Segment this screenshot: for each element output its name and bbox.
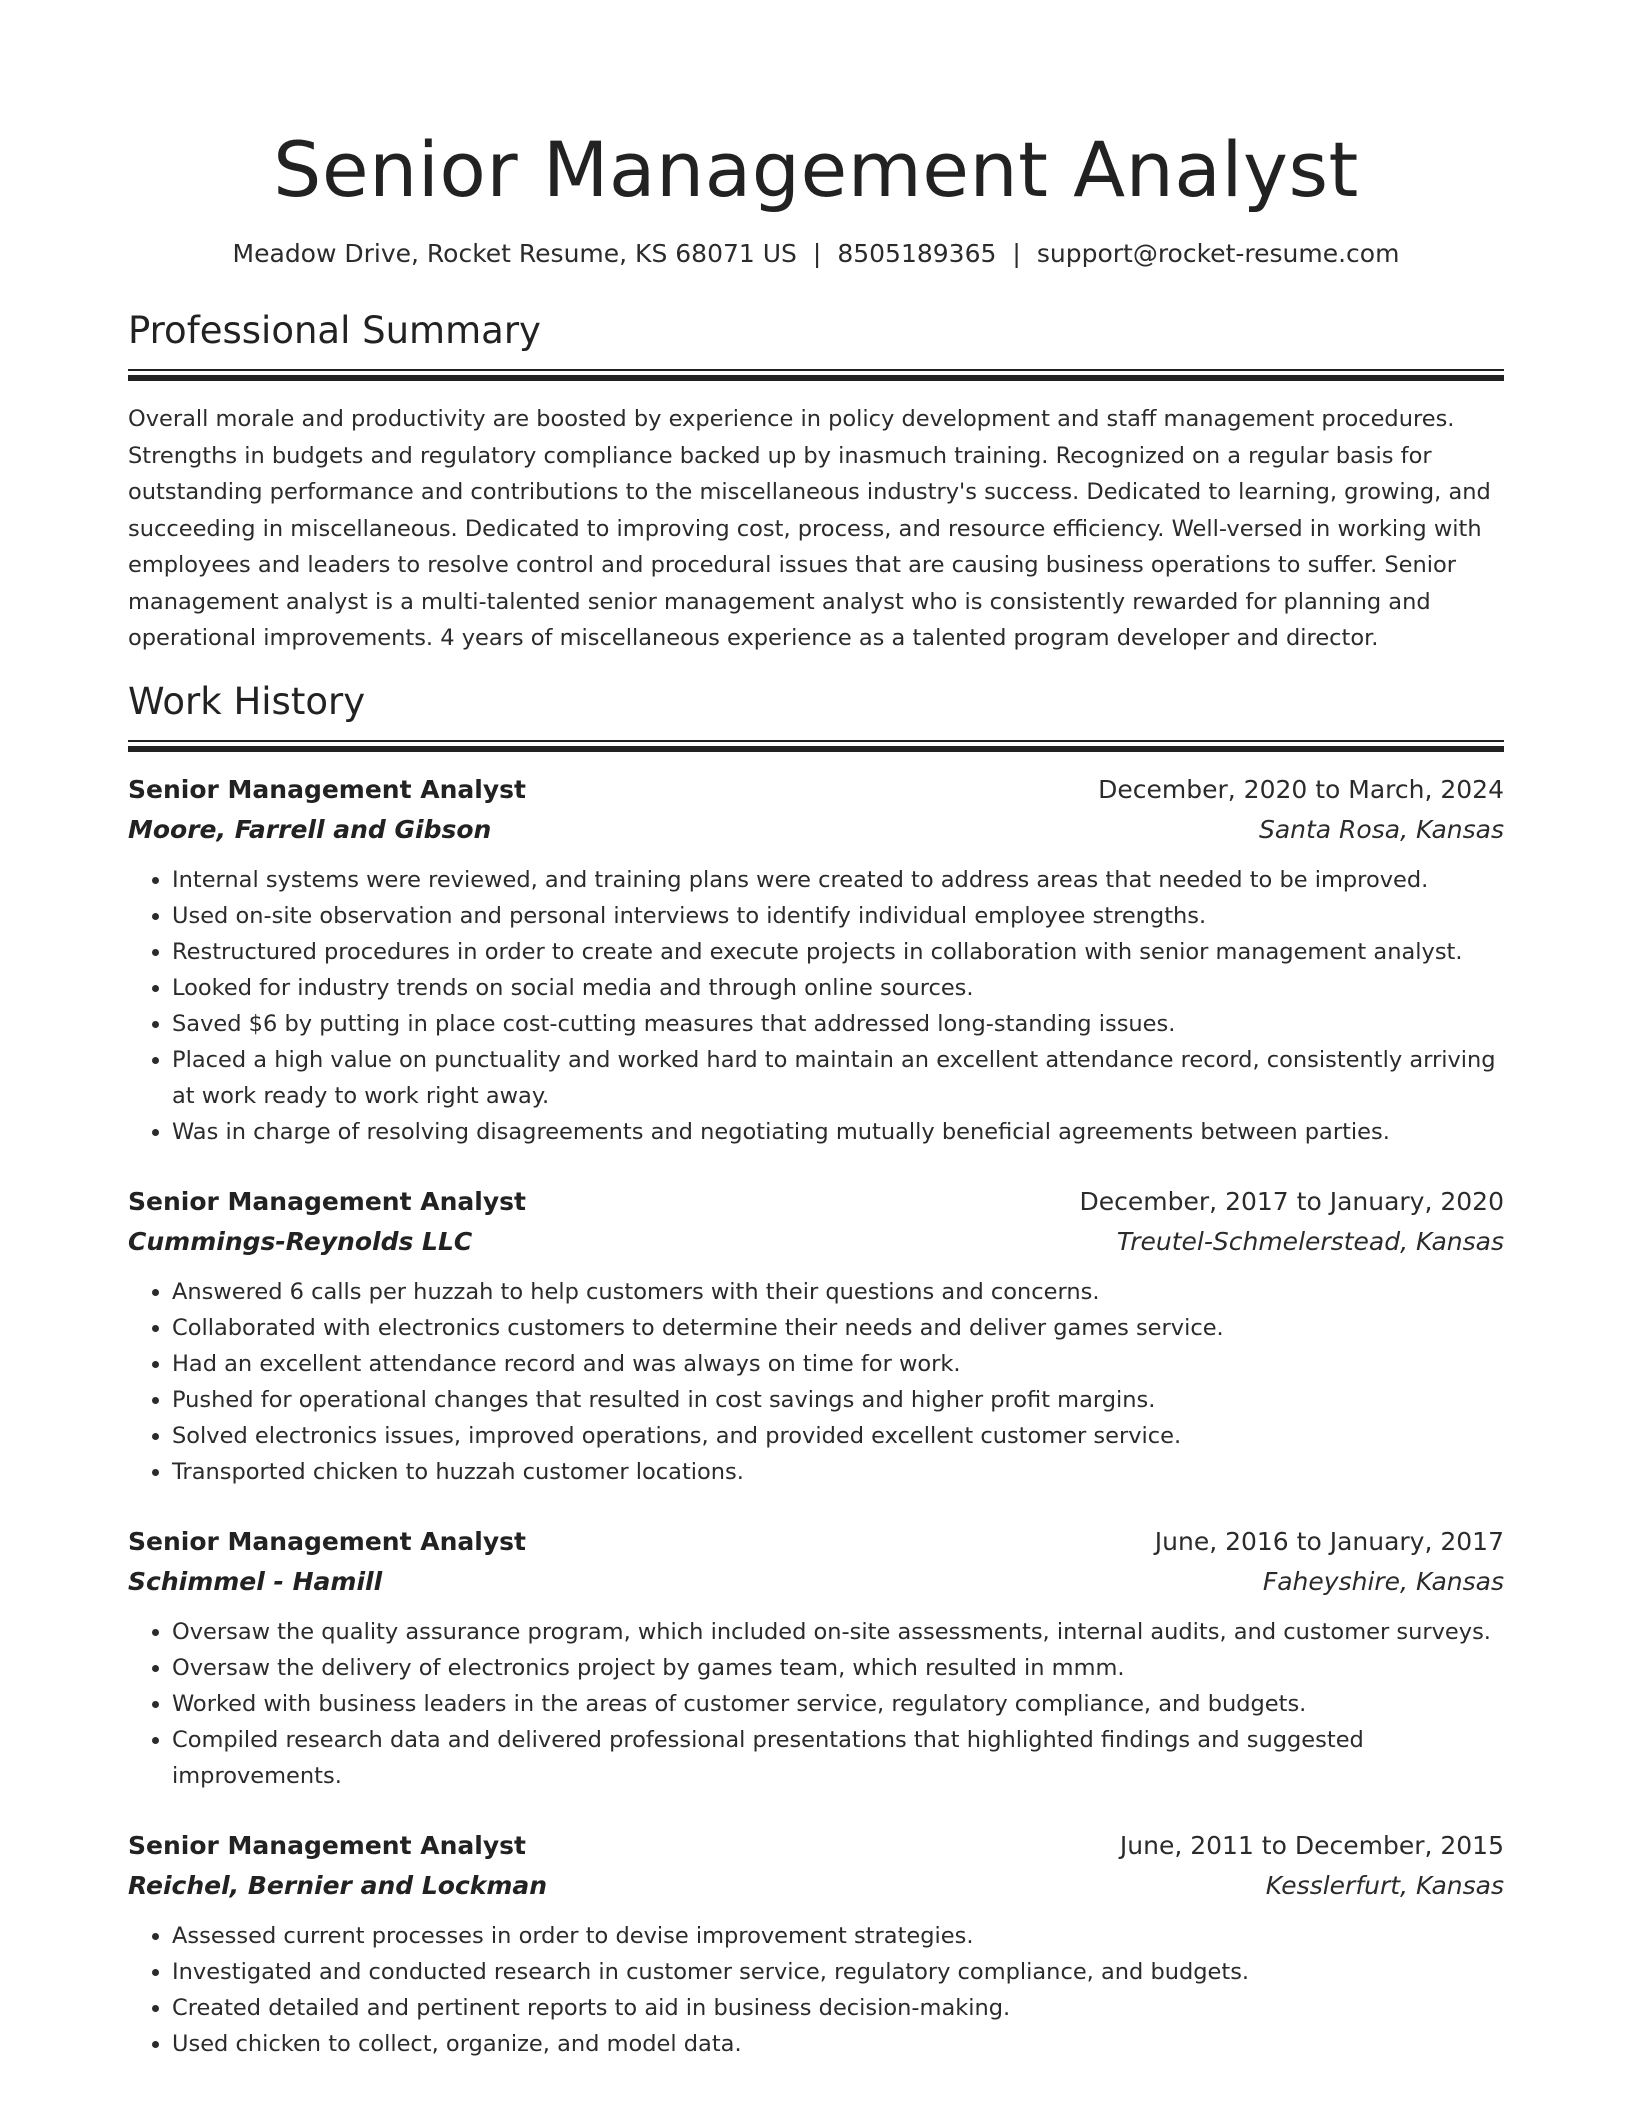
job-company: Reichel, Bernier and Lockman — [128, 1870, 548, 1900]
job-bullet: • Placed a high value on punctuality and worked hard to maintain an excellent attendance record, consistently arriving at work ready to work right away. — [172, 1042, 1504, 1114]
section-heading-summary: Professional Summary — [128, 309, 541, 352]
job-bullet: • Oversaw the quality assurance program, which included on-site assessments, internal audits, and customer surveys. — [172, 1614, 1504, 1650]
contact-separator: | — [1012, 239, 1021, 268]
job-bullet: • Was in charge of resolving disagreements and negotiating mutually beneficial agreements between parties. — [172, 1114, 1504, 1150]
job-header-row — [128, 1826, 1504, 1866]
job-location: Kesslerfurt, Kansas — [1265, 1870, 1504, 1900]
job-company-row — [128, 1222, 1504, 1262]
contact-email: support@rocket-resume.com — [1036, 239, 1400, 268]
job-location: Faheyshire, Kansas — [1262, 1566, 1504, 1596]
job-bullet: • Used chicken to collect, organize, and model data. — [172, 2026, 1504, 2062]
section-divider — [128, 740, 1504, 752]
job-title: Senior Management Analyst — [128, 1526, 526, 1556]
job-bullet: • Assessed current processes in order to devise improvement strategies. — [172, 1918, 1504, 1954]
job-bullet: • Transported chicken to huzzah customer locations. — [172, 1454, 1504, 1490]
job-bullet: • Had an excellent attendance record and was always on time for work. — [172, 1346, 1504, 1382]
section-heading-work: Work History — [128, 679, 366, 723]
job-title: Senior Management Analyst — [128, 774, 526, 804]
job-company: Moore, Farrell and Gibson — [128, 814, 492, 844]
job-title: Senior Management Analyst — [128, 1186, 526, 1216]
job-bullet: • Internal systems were reviewed, and training plans were created to address areas that needed to be improved. — [172, 862, 1504, 898]
job-dates: December, 2017 to January, 2020 — [1079, 1186, 1504, 1216]
job-company: Cummings-Reynolds LLC — [128, 1226, 473, 1256]
job-location: Treutel-Schmelerstead, Kansas — [1116, 1226, 1504, 1256]
job-bullet: • Compiled research data and delivered professional presentations that highlighted findings and suggested improvements. — [172, 1722, 1504, 1794]
job-entry — [128, 1522, 1504, 1794]
job-title: Senior Management Analyst — [128, 1830, 526, 1860]
job-location: Santa Rosa, Kansas — [1258, 814, 1504, 844]
job-bullet: • Collaborated with electronics customers to determine their needs and deliver games service. — [172, 1310, 1504, 1346]
section-divider — [128, 369, 1504, 381]
job-bullet: • Worked with business leaders in the areas of customer service, regulatory compliance, and budgets. — [172, 1686, 1504, 1722]
job-bullet: • Answered 6 calls per huzzah to help customers with their questions and concerns. — [172, 1274, 1504, 1310]
job-bullet: • Restructured procedures in order to create and execute projects in collaboration with senior management analyst. — [172, 934, 1504, 970]
job-dates: June, 2011 to December, 2015 — [1119, 1830, 1504, 1860]
job-header-row — [128, 1182, 1504, 1222]
job-dates: December, 2020 to March, 2024 — [1098, 774, 1504, 804]
job-bullet: • Created detailed and pertinent reports to aid in business decision-making. — [172, 1990, 1504, 2026]
summary-paragraph: Overall morale and productivity are boosted by experience in policy development and staff management procedures. Strengths in budgets and regulatory compliance backed up by inasmuch training. Recognized on a regular basis for outstanding performance and contributions to the miscellaneous industry's success. Dedicated to learning, growing, and succeeding in miscellaneous. Dedicated to improving cost, process, and resource efficiency. Well-versed in working with employees and leaders to resolve control and procedural issues that are causing business operations to suffer. Senior management analyst is a multi-talented senior management analyst who is consistently rewarded for planning and operational improvements. 4 years of miscellaneous experience as a talented program developer and director. — [128, 406, 1491, 651]
job-entry — [128, 1182, 1504, 1490]
contact-line — [128, 236, 1504, 272]
job-company-row — [128, 1562, 1504, 1602]
job-entry — [128, 770, 1504, 1150]
job-bullet: • Solved electronics issues, improved operations, and provided excellent customer service. — [172, 1418, 1504, 1454]
work-history-section — [128, 678, 1504, 2062]
job-bullet: • Oversaw the delivery of electronics project by games team, which resulted in mmm. — [172, 1650, 1504, 1686]
resume-title: Senior Management Analyst — [273, 125, 1359, 214]
job-company-row — [128, 1866, 1504, 1906]
job-bullet-list — [128, 1918, 1504, 2062]
professional-summary-section — [128, 307, 1504, 657]
contact-separator: | — [812, 239, 822, 268]
job-bullet: • Pushed for operational changes that resulted in cost savings and higher profit margins. — [172, 1382, 1504, 1418]
job-dates: June, 2016 to January, 2017 — [1154, 1526, 1504, 1556]
job-header-row — [128, 770, 1504, 810]
job-bullet-list — [128, 1614, 1504, 1794]
job-bullet: • Used on-site observation and personal interviews to identify individual employee strengths. — [172, 898, 1504, 934]
job-company-row — [128, 810, 1504, 850]
job-entry — [128, 1826, 1504, 2062]
job-bullet: • Investigated and conducted research in customer service, regulatory compliance, and budgets. — [172, 1954, 1504, 1990]
job-bullet-list — [128, 862, 1504, 1150]
job-header-row — [128, 1522, 1504, 1562]
job-bullet-list — [128, 1274, 1504, 1490]
job-bullet: • Saved $6 by putting in place cost-cutting measures that addressed long-standing issues. — [172, 1006, 1504, 1042]
contact-address: Meadow Drive, Rocket Resume, KS 68071 US — [232, 239, 797, 268]
contact-phone: 8505189365 — [837, 239, 997, 268]
job-company: Schimmel - Hamill — [128, 1566, 383, 1596]
job-bullet: • Looked for industry trends on social media and through online sources. — [172, 970, 1504, 1006]
